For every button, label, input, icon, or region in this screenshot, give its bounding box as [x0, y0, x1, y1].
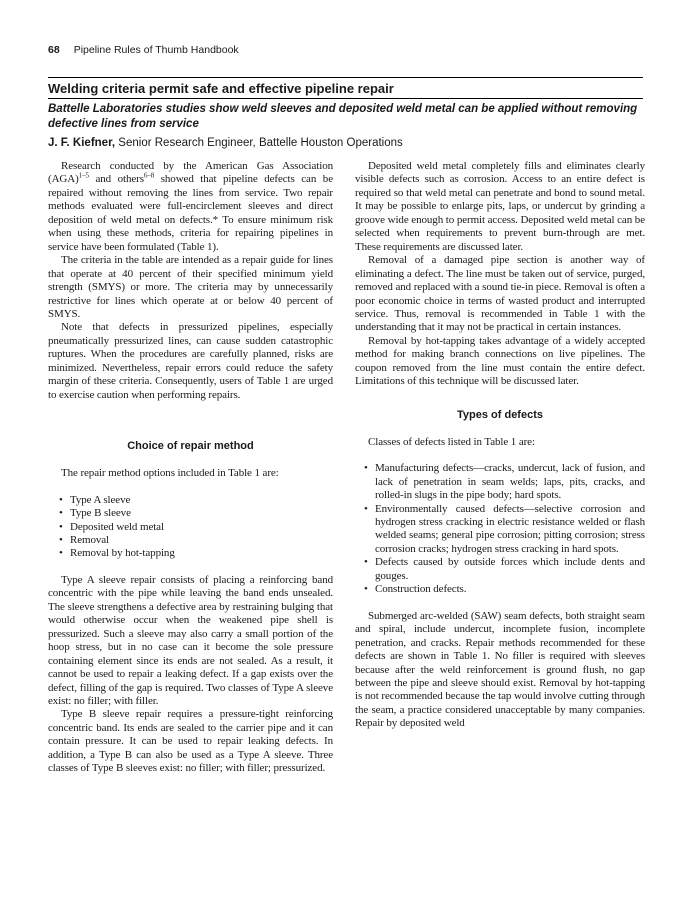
author-name: J. F. Kiefner, — [48, 137, 116, 149]
paragraph-type-b: Type B sleeve repair requires a pressure-tight reinforcing concentric band. Its ends are sealed to the carrier pipe and it can contain pressure. It can be used to repair leaking defects. In addition, a Type B can also be used as a Type A sleeve. Three classes of Type B sleeves exist: no filler; with filler; pressurized. — [48, 708, 333, 775]
paragraph-removal: Removal of a damaged pipe section is another way of eliminating a defect. The line must be taken out of service, purged, removed and replaced with a sound tie-in piece. Removal is often a poor economic choice in terms of wasted product and interrupted service. Thus, removal is recommended in Table 1 with the understanding that it may not be practical in certain instances. — [355, 254, 645, 334]
header-rule — [48, 77, 643, 78]
paragraph-saw-defects: Submerged arc-welded (SAW) seam defects, both straight seam and spiral, include undercut, incomplete fusion, incomplete penetration, and cracks. Repair methods recommended for these defects are shown in Table 1. No filler is required with sleeves because after the weld reinforcement is ground flush, no gap between the pipe and sleeve should exist. Removal by hot-tapping is not recommended because the tap would involve cutting through the seam, a practice considered unacceptable by many companies. Repair by deposited weld — [355, 609, 645, 730]
paragraph-type-a: Type A sleeve repair consists of placing a reinforcing band concentric with the pipe while leaving the band ends unsealed. The sleeve strengthens a defective area by restraining bulging that would otherwise occur when the weakened pipe shell is pressurized. Such a sleeve may also carry a small portion of the hoop stress, but in no case can it become the sole pressure containing element since its ends are not sealed. As a result, it cannot be used to repair a leaking defect. If a gap exists over the defect, filling of the gap is required. Two classes of Type A sleeve exist: no filler; with filler. — [48, 573, 333, 707]
right-column — [355, 160, 645, 731]
list-item: • Type A sleeve — [48, 494, 333, 507]
running-header — [48, 44, 643, 56]
paragraph-hot-tapping: Removal by hot-tapping takes advantage of a widely accepted method for making branch connections on live pipelines. The coupon removed from the line must contain the entire defect. Limitations of this technique will be discussed later. — [355, 334, 645, 388]
list-item: • Construction defects. — [355, 583, 645, 596]
title-rule — [48, 98, 643, 99]
list-item: • Defects caused by outside forces which include dents and gouges. — [355, 556, 645, 583]
paragraph-caution: Note that defects in pressurized pipelines, especially pneumatically pressurized lines, can cause sudden catastrophic ruptures. When the procedures are carefully planned, risks are minimized. Nevertheless, repair errors could reduce the safety margin of these criteria. Consequently, users of Table 1 are urged to exercise caution when performing repairs. — [48, 321, 333, 401]
list-item: • Manufacturing defects—cracks, undercut, lack of fusion, and lack of penetration in seam welds; laps, pits, cracks, and rolled-in slugs in the pipe body; hard spots. — [355, 462, 645, 502]
author-affiliation: Senior Research Engineer, Battelle Houston Operations — [115, 137, 403, 149]
article-title: Welding criteria permit safe and effective pipeline repair — [48, 81, 394, 96]
list-item: • Removal — [48, 534, 333, 547]
paragraph-intro: Research conducted by the American Gas Association (AGA)$^{1-5}$ and others$^{6-8}$ showed that pipeline defects can be repaired without removing the lines from service. Two repair methods evaluated were full-encirclement sleeves and direct deposition of weld metal on defects.* To ensure minimum risk when using these methods, criteria for repairing pipelines in service have been formulated (Table 1). — [48, 160, 333, 253]
list-item: • Deposited weld metal — [48, 521, 333, 534]
page-number: 68 — [48, 44, 60, 56]
paragraph-deposited-weld: Deposited weld metal completely fills and eliminates clearly visible defects such as corrosion. Access to an entire defect is required so that weld metal can penetrate and bond to sound metal. It may be possible to enlarge pits, laps, or undercut by grinding a groove wide enough to permit access. Deposited weld metal can be selected when requirements to prevent burn-through are met. These requirements are discussed later. — [355, 160, 645, 253]
paragraph-choice-intro: The repair method options included in Table 1 are: — [61, 467, 279, 480]
defect-classes-list — [355, 462, 645, 597]
paragraph-criteria: The criteria in the table are intended as a repair guide for lines that operate at 40 percent of their specified minimum yield strength (SMYS) or more. The criteria may by unnecessarily restrictive for lines which operate at or below 40 percent of SMYS. — [48, 254, 333, 320]
left-column — [48, 160, 333, 776]
list-item: • Environmentally caused defects—selective corrosion and hydrogen stress cracking in electric resistance welded or flash welded seams; general pipe corrosion; pitting corrosion; stress corrosion cracks; hydrogen stress cracking in hard spots. — [355, 503, 645, 557]
list-item: • Type B sleeve — [48, 507, 333, 520]
section-heading-defects: Types of defects — [457, 408, 543, 421]
repair-options-list — [48, 494, 333, 561]
paragraph-defects-intro: Classes of defects listed in Table 1 are: — [368, 435, 535, 448]
list-item: • Removal by hot-tapping — [48, 547, 333, 560]
section-heading-choice: Choice of repair method — [127, 440, 254, 453]
book-title: Pipeline Rules of Thumb Handbook — [73, 44, 239, 56]
article-subtitle: Battelle Laboratories studies show weld sleeves and deposited weld metal can be applied without removing defective lines from service — [48, 103, 638, 130]
author-line — [48, 137, 403, 149]
